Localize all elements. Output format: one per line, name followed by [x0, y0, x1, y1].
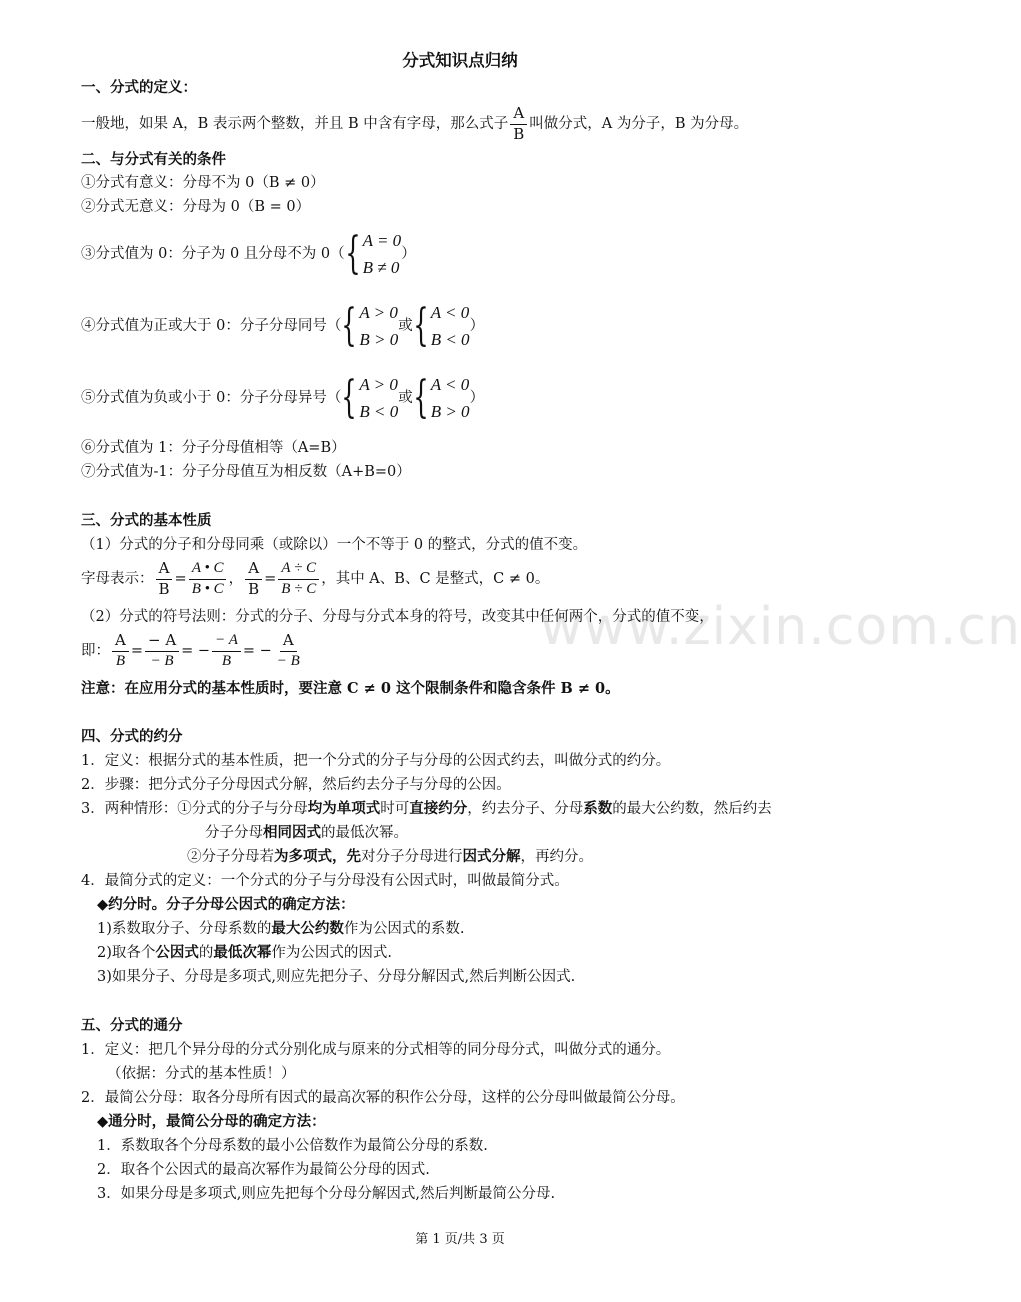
left-brace-icon: {: [341, 300, 358, 351]
letter-tail: ，其中 A、B、C 是整式，C ≠ 0。: [321, 571, 550, 587]
gcf-method-3: 3)如果分子、分母是多项式,则应先把分子、分母分解因式,然后判断公因式.: [97, 969, 576, 985]
condition-7: ⑦分式值为-1：分子分母值互为相反数（A+B=0）: [81, 464, 411, 480]
condition-5-system-a: [341, 371, 398, 425]
section-2-heading: 二、与分式有关的条件: [81, 151, 226, 168]
fraction-denominator: B: [248, 579, 260, 598]
section-5-heading: 五、分式的通分: [81, 1017, 183, 1034]
definition-line: [81, 104, 748, 144]
text: 作为公因式的系数.: [343, 921, 465, 937]
lcd-method-1: 1．系数取各个分母系数的最小公倍数作为最简公分母的系数.: [97, 1138, 488, 1154]
text: 分子分母: [205, 825, 263, 841]
condition-3-system: [345, 227, 402, 281]
emphasis: 直接约分: [409, 800, 468, 817]
or-text: 或: [398, 318, 413, 334]
condition-5-text: ⑤分式值为负或小于 0：分子分母异号（: [81, 390, 342, 406]
note-text: 注意：在应用分式的基本性质时，要注意 C ≠ 0 这个限制条件和隐含条件 B ≠ 0。: [81, 680, 620, 697]
page-title: 分式知识点归纳: [402, 51, 518, 70]
lcd-definition: 2．最简公分母：取各分母所有因式的最高次幂的积作公分母，这样的公分母叫做最简公分母。: [81, 1090, 685, 1106]
fraction-numerator: A: [280, 632, 297, 651]
condition-3-close: ）: [401, 246, 416, 262]
system-row: A < 0: [430, 375, 470, 394]
definition-text-a: 一般地，如果 A，B 表示两个整数，并且 B 中含有字母，那么式子: [81, 116, 509, 132]
gcf-method-heading: ◆约分时。分子分母公因式的确定方法：: [97, 896, 355, 913]
common-denominator-definition: 1．定义：把几个异分母的分式分别化成与原来的分式相等的同分母分式，叫做分式的通分。: [81, 1042, 671, 1058]
text: 的: [198, 945, 214, 961]
or-text: 或: [398, 390, 413, 406]
text: 3．两种情形：①分式的分子与分母: [81, 801, 308, 817]
emphasis: 因式分解: [462, 848, 521, 865]
text: 2)取各个: [97, 945, 156, 961]
comma: ，: [228, 571, 244, 587]
gcf-method-1: [97, 919, 465, 939]
left-brace-icon: {: [344, 228, 361, 279]
emphasis: 系数: [583, 800, 613, 817]
system-row: B > 0: [359, 330, 399, 349]
fraction-denominator: − B: [276, 652, 300, 669]
fraction-denominator: B: [513, 124, 525, 143]
fraction-numerator: A ÷ C: [278, 560, 319, 579]
system-row: B > 0: [430, 402, 470, 421]
text: 的最大公约数，然后约去: [612, 801, 772, 817]
emphasis: 最大公约数: [271, 920, 344, 937]
system-row: A > 0: [359, 375, 398, 394]
section-4-heading: 四、分式的约分: [81, 728, 183, 745]
condition-4-system-b: [413, 299, 470, 353]
fraction-numerator: A: [510, 105, 527, 124]
left-brace-icon: {: [413, 372, 429, 423]
system-row: B < 0: [359, 402, 399, 421]
section-3-heading: 三、分式的基本性质: [81, 512, 212, 529]
emphasis: 均为单项式: [307, 800, 381, 817]
fraction: [278, 560, 319, 598]
fraction: [156, 560, 173, 598]
condition-5-system-b: [413, 371, 470, 425]
condition-4: [81, 298, 484, 354]
text: ，再约分。: [520, 849, 593, 865]
system-row: A > 0: [359, 303, 398, 322]
fraction-a-over-b: [510, 105, 527, 143]
property-1: （1）分式的分子和分母同乘（或除以）一个不等于 0 的整式，分式的值不变。: [81, 537, 588, 553]
section-1-heading: 一、分式的定义：: [81, 79, 197, 96]
condition-3-text: ③分式值为 0：分子为 0 且分母不为 0（: [81, 246, 345, 262]
reduction-case-1: [81, 799, 772, 819]
sign-rule-formula: [81, 628, 305, 674]
neg-equals: = −: [242, 643, 272, 659]
condition-4-system-a: [341, 299, 398, 353]
text: ，约去分子、分母: [467, 801, 584, 817]
system-row: A = 0: [362, 231, 402, 250]
lcd-method-3: 3．如果分母是多项式,则应先把每个分母分解因式,然后判断最简公分母.: [97, 1186, 556, 1202]
fraction: [145, 632, 179, 670]
emphasis: 公因式: [155, 944, 199, 961]
neg-equals: = −: [181, 643, 211, 659]
letter-representation: [81, 556, 549, 602]
fraction: [212, 632, 241, 670]
fraction-numerator: A • C: [189, 560, 227, 579]
basis-note: （依据：分式的基本性质！）: [107, 1066, 296, 1082]
lcd-method-heading: ◆通分时，最简公分母的确定方法：: [97, 1113, 326, 1130]
text: 作为公因式的因式.: [271, 945, 392, 961]
system-row: B ≠ 0: [362, 258, 400, 277]
definition-text-b: 叫做分式，A 为分子，B 为分母。: [529, 116, 749, 132]
reduction-definition: 1．定义：根据分式的基本性质，把一个分式的分子与分母的公因式约去，叫做分式的约分。: [81, 753, 671, 769]
condition-6: ⑥分式值为 1：分子分母值相等（A=B）: [81, 440, 346, 456]
fraction-denominator: B ÷ C: [281, 580, 317, 597]
left-brace-icon: {: [413, 300, 429, 351]
fraction-denominator: B: [221, 652, 232, 669]
system-row: A < 0: [430, 303, 470, 322]
text: 时可: [380, 801, 410, 817]
property-2: （2）分式的符号法则：分式的分子、分母与分式本身的符号，改变其中任何两个，分式的值不变，: [81, 609, 714, 625]
condition-1: ①分式有意义：分母不为 0（B ≠ 0）: [81, 175, 325, 191]
reduction-case-1-cont: [205, 823, 408, 843]
system-row: B < 0: [430, 330, 470, 349]
fraction-numerator: − A: [145, 632, 179, 651]
condition-5: [81, 370, 484, 426]
text: 1)系数取分子、分母系数的: [97, 921, 272, 937]
condition-5-close: ）: [469, 390, 485, 406]
fraction: [189, 560, 227, 598]
fraction: [112, 632, 129, 670]
fraction-denominator: − B: [150, 652, 174, 669]
page-footer: 第 1 页/共 3 页: [415, 1232, 505, 1247]
reduction-steps: 2．步骤：把分式分子分母因式分解，然后约去分子与分母的公因。: [81, 777, 511, 793]
fraction-numerator: A: [245, 560, 262, 579]
condition-3: [81, 226, 416, 282]
ji-label: 即：: [81, 643, 110, 659]
fraction-numerator: A: [112, 632, 129, 651]
equals-sign: =: [174, 571, 187, 587]
left-brace-icon: {: [341, 372, 358, 423]
lcd-method-2: 2．取各个公因式的最高次幂作为最简公分母的因式.: [97, 1162, 430, 1178]
condition-2: ②分式无意义：分母为 0（B = 0）: [81, 199, 311, 215]
reduction-case-2: [187, 847, 593, 867]
emphasis: 为多项式: [274, 848, 332, 865]
emphasis: ，先: [332, 848, 361, 865]
fraction-numerator: − A: [212, 632, 241, 651]
emphasis: 相同因式: [263, 824, 321, 841]
text: 对分子分母进行: [361, 849, 463, 865]
condition-4-text: ④分式值为正或大于 0：分子分母同号（: [81, 318, 342, 334]
fraction-denominator: B • C: [191, 580, 224, 597]
fraction-numerator: A: [156, 560, 173, 579]
fraction: [245, 560, 262, 598]
fraction-denominator: B: [115, 652, 125, 669]
equals-sign: =: [130, 643, 143, 659]
fraction: [274, 632, 303, 670]
letter-label: 字母表示：: [81, 571, 154, 587]
equals-sign: =: [264, 571, 277, 587]
simplest-fraction-definition: 4．最简分式的定义：一个分式的分子与分母没有公因式时，叫做最简分式。: [81, 873, 569, 889]
gcf-method-2: [97, 943, 392, 963]
fraction-denominator: B: [158, 579, 170, 598]
text: ②分子分母若: [187, 849, 274, 865]
condition-4-close: ）: [469, 318, 485, 334]
watermark: www.zixin.com.cn: [540, 597, 1021, 657]
emphasis: 最低次幂: [213, 944, 272, 961]
text: 的最低次幂。: [321, 825, 408, 841]
